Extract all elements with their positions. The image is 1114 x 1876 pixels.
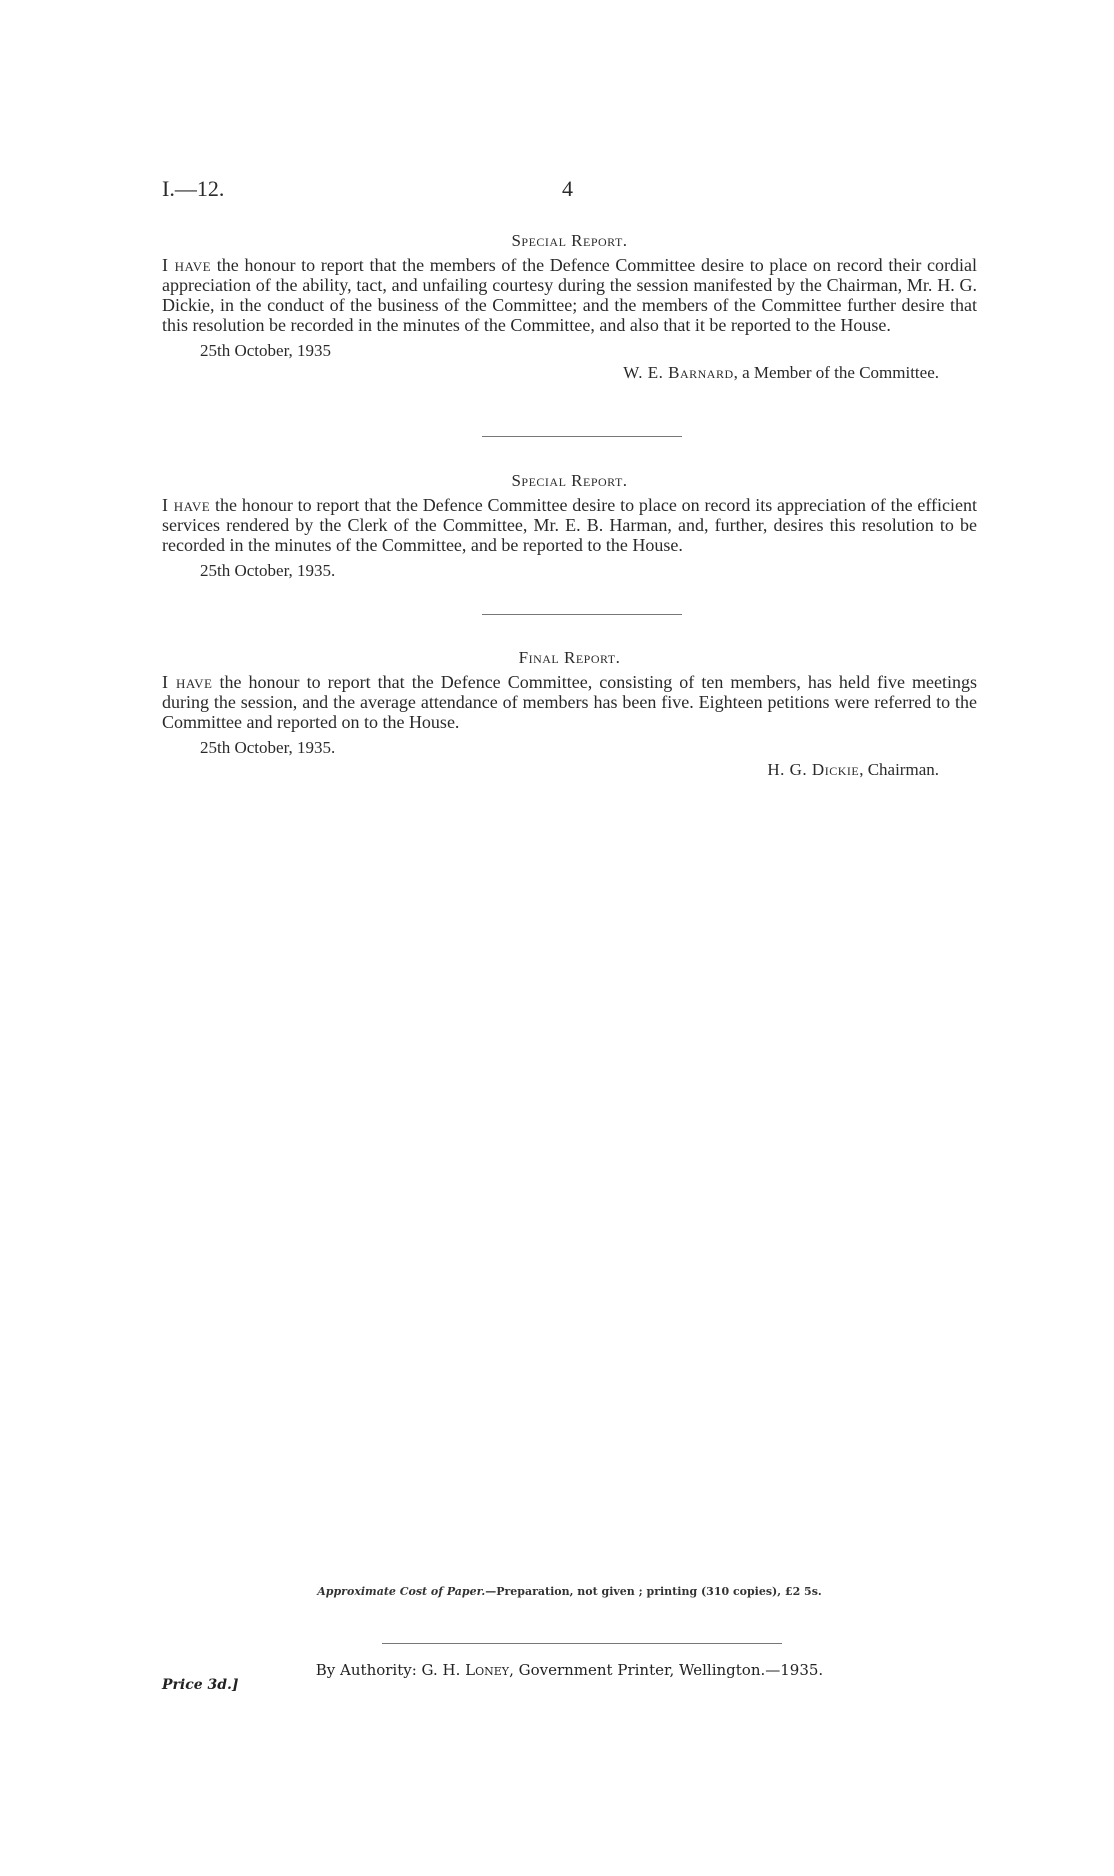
special-report-section-1 (162, 231, 977, 383)
printer-authority (162, 1661, 977, 1679)
signatory-name: W. E. Barnard (623, 363, 734, 382)
report-text: the honour to report that the Defence Committee, consisting of ten members, has held five meetings during the session, and the average attendance of members has been five. Eighteen petitions were referred to the Committee and reported on to the House. (162, 672, 977, 732)
cost-note (162, 1585, 977, 1598)
printer-name: Loney (465, 1661, 510, 1679)
section-divider (482, 436, 682, 437)
report-lead: I have (162, 672, 213, 692)
section-title: Special Report. (511, 231, 628, 250)
report-lead: I have (162, 255, 212, 275)
final-report-section (162, 648, 977, 780)
report-signature (162, 760, 977, 780)
signatory-name: H. G. Dickie (767, 760, 860, 779)
authority-suffix: , Government Printer, Wellington.—1935. (509, 1661, 824, 1679)
signatory-role: , a Member of the Committee. (733, 363, 939, 382)
special-report-section-2 (162, 471, 977, 581)
footer-divider (382, 1643, 782, 1644)
price-label: Price 3d.] (162, 1677, 239, 1693)
report-date: 25th October, 1935. (200, 561, 336, 580)
report-signature (162, 363, 977, 383)
section-title: Final Report. (518, 648, 621, 667)
report-lead: I have (162, 495, 211, 515)
section-title: Special Report. (511, 471, 628, 490)
document-number: I.—12. (162, 176, 225, 201)
authority-prefix: By Authority: G. H. (315, 1661, 466, 1679)
section-divider (482, 614, 682, 615)
signatory-role: , Chairman. (859, 760, 939, 779)
page-header (162, 176, 977, 206)
report-text: the honour to report that the Defence Committee desire to place on record its appreciation of the efficient services rendered by the Clerk of the Committee, Mr. E. B. Harman, and, further, desires this resolution to be recorded in the minutes of the Committee, and be reported to the House. (162, 495, 977, 555)
page-number: 4 (562, 176, 573, 201)
report-date: 25th October, 1935. (200, 738, 336, 757)
report-date: 25th October, 1935 (200, 341, 332, 360)
report-body (162, 672, 977, 732)
report-body (162, 255, 977, 335)
cost-label: Approximate Cost of Paper. (317, 1585, 486, 1598)
cost-text: —Preparation, not given ; printing (310 copies), £2 5s. (485, 1585, 822, 1598)
report-text: the honour to report that the members of the Defence Committee desire to place on record their cordial appreciation of the ability, tact, and unfailing courtesy during the session manifested by the Chairman, Mr. H. G. Dickie, in the conduct of the business of the Committee; and the members of the Committee further desire that this resolution be recorded in the minutes of the Committee, and also that it be reported to the House. (162, 255, 977, 335)
report-body (162, 495, 977, 555)
